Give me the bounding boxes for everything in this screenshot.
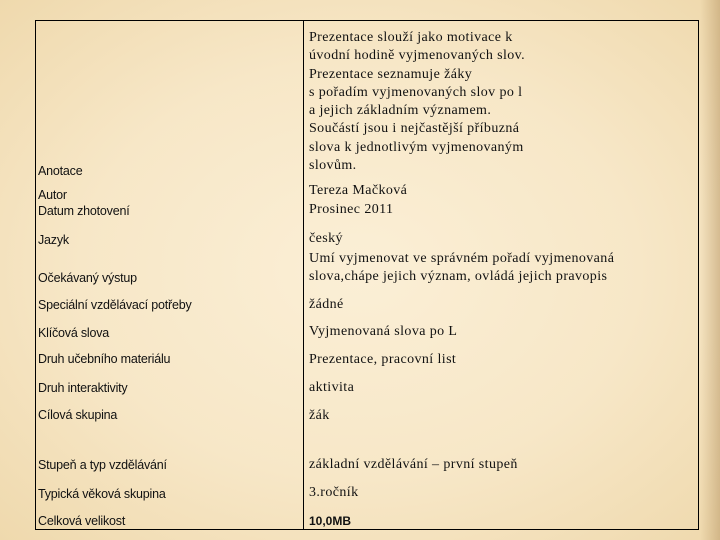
value-anotace	[309, 29, 689, 175]
vystup-line: Umí vyjmenovat ve správném pořadí vyjmenovaná	[309, 251, 615, 266]
label-vystup: Očekávaný výstup	[38, 271, 137, 285]
label-jazyk: Jazyk	[38, 233, 69, 247]
column-divider	[303, 20, 304, 530]
label-autor: Autor	[38, 188, 67, 202]
value-specialni: žádné	[309, 297, 344, 312]
value-druh-materialu: Prezentace, pracovní list	[309, 352, 457, 367]
value-jazyk: český	[309, 231, 343, 246]
anotace-line: a jejich základním významem.	[309, 103, 492, 119]
value-vekova: 3.ročník	[309, 485, 359, 500]
anotace-line: slova k jednotlivým vyjmenovaným	[309, 139, 524, 155]
value-autor: Tereza Mačková	[309, 183, 408, 198]
anotace-line: slovům.	[309, 158, 357, 174]
label-specialni: Speciální vzdělávací potřeby	[38, 298, 192, 312]
anotace-line: úvodní hodině vyjmenovaných slov.	[309, 48, 526, 64]
value-cilova: žák	[309, 408, 330, 423]
label-datum: Datum zhotovení	[38, 204, 130, 218]
label-cilova: Cílová skupina	[38, 408, 118, 422]
vystup-line: slova,chápe jejich význam, ovládá jejich pravopis	[309, 269, 608, 285]
anotace-line: Součástí jsou i nejčastější příbuzná	[309, 121, 520, 137]
label-druh-materialu: Druh učebního materiálu	[38, 352, 171, 366]
label-interaktivita: Druh interaktivity	[38, 381, 128, 395]
value-interaktivita: aktivita	[309, 380, 355, 395]
label-stupen: Stupeň a typ vzdělávání	[38, 458, 167, 472]
anotace-line: Prezentace slouží jako motivace k	[309, 30, 513, 45]
value-velikost: 10,0MB	[309, 514, 352, 528]
label-vekova: Typická věková skupina	[38, 487, 166, 501]
value-stupen: základní vzdělávání – první stupeň	[309, 457, 518, 472]
value-datum: Prosinec 2011	[309, 202, 394, 217]
label-velikost: Celková velikost	[38, 514, 126, 528]
slide-edge-shadow	[700, 0, 720, 540]
value-klicova: Vyjmenovaná slova po L	[309, 324, 458, 339]
label-klicova: Klíčová slova	[38, 326, 110, 340]
anotace-line: Prezentace seznamuje žáky	[309, 66, 473, 82]
anotace-line: s pořadím vyjmenovaných slov po l	[309, 84, 523, 100]
label-anotace: Anotace	[38, 164, 83, 178]
value-vystup	[309, 250, 699, 287]
